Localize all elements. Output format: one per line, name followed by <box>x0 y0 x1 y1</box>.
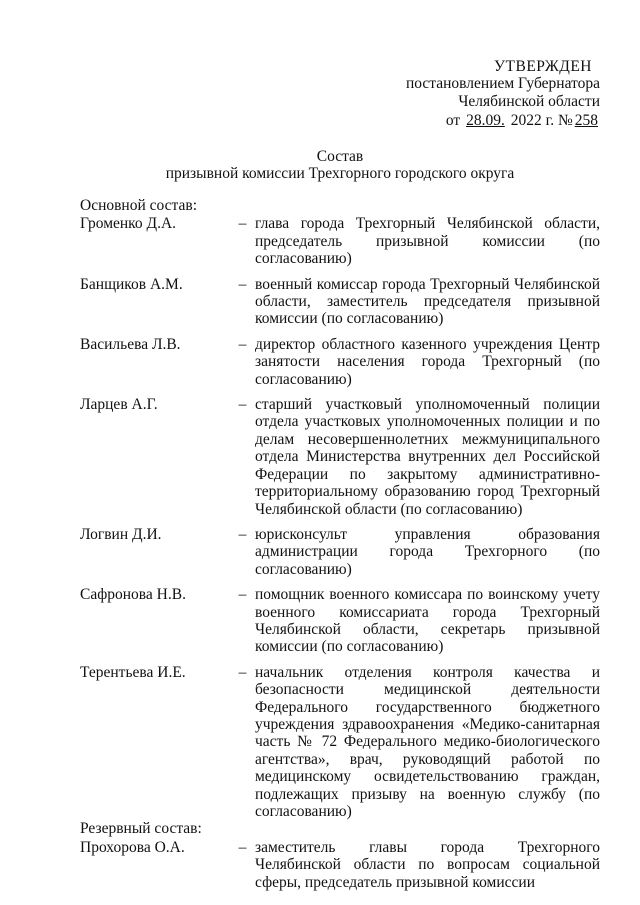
member-dash: – <box>238 396 247 414</box>
approval-heading: УТВЕРЖДЕН <box>494 58 592 75</box>
member-role: военный комиссар города Трехгорный Челябинской области, заместитель председателя призывной комиссии (по согласованию) <box>255 275 600 328</box>
member-row <box>80 526 600 578</box>
title-line-1: Состав <box>316 148 364 165</box>
member-row <box>80 586 600 656</box>
member-name: Ларцев А.Г. <box>80 396 158 414</box>
approval-line-2: Челябинской области <box>458 92 600 110</box>
member-row <box>80 839 600 891</box>
document-title <box>0 148 640 183</box>
member-role: директор областного казенного учреждения Центр занятости населения города Трехгорный (по согласованию) <box>255 335 600 388</box>
member-role: начальник отделения контроля качества и безопасности медицинской деятельности Федерального государственного бюджетного учреждения здравоохранения «Медико-санитарная часть № 72 Федерального медико-биологического агентства», врач, руководящий работой по медицинскому освидетельствованию граждан, подлежащих призыву на военную службу (по согласованию) <box>255 663 600 820</box>
member-name: Банщиков А.М. <box>80 275 183 293</box>
member-role: юрисконсульт управления образования администрации города Трехгорного (по согласованию) <box>255 525 600 578</box>
member-row <box>80 215 600 267</box>
commission-list <box>80 197 600 899</box>
member-row <box>80 664 600 821</box>
reserve-section-label: Резервный состав: <box>80 820 202 838</box>
member-name: Сафронова Н.В. <box>80 586 186 604</box>
member-role: помощник военного комиссара по воинскому учету военного комиссариата города Трехгорный Челябинской области, секретарь призывной комиссии (по согласованию) <box>255 586 600 656</box>
member-name: Прохорова О.А. <box>80 838 185 856</box>
main-section-label: Основной состав: <box>80 197 198 214</box>
title-line-2: призывной комиссии Трехгорного городского округа <box>165 165 515 183</box>
approval-date-line <box>370 112 600 129</box>
member-role: глава города Трехгорный Челябинской области, председатель призывной комиссии (по согласованию) <box>255 215 600 268</box>
member-dash: – <box>238 586 247 604</box>
member-name: Логвин Д.И. <box>80 525 162 543</box>
member-dash: – <box>238 838 247 856</box>
member-dash: – <box>238 663 247 681</box>
approval-line-1: постановлением Губернатора <box>405 75 600 93</box>
member-row <box>80 276 600 328</box>
member-name: Васильева Л.В. <box>80 335 181 353</box>
member-name: Громенко Д.А. <box>80 215 177 233</box>
year-suffix: 2022 г. № <box>510 112 573 130</box>
member-role: заместитель главы города Трехгорного Челябинской области по вопросам социальной сферы, председатель призывной комиссии <box>255 838 600 891</box>
member-name: Терентьева И.Е. <box>80 663 186 681</box>
member-dash: – <box>238 335 247 353</box>
member-role: старший участковый уполномоченный полиции отдела участковых уполномоченных полиции и по делам несовершеннолетних межмуниципального отдела Министерства внутренних дел Российской Федерации по закрытому административно-территориальному образованию город Трехгорный Челябинской области (по согласованию) <box>255 396 600 518</box>
member-dash: – <box>238 525 247 543</box>
member-dash: – <box>238 215 247 233</box>
member-dash: – <box>238 275 247 293</box>
approval-date: 28.09. <box>466 112 505 130</box>
approval-block <box>370 58 600 130</box>
member-row <box>80 396 600 518</box>
date-prefix: от <box>445 112 461 130</box>
member-row <box>80 336 600 388</box>
approval-number: 258 <box>574 112 598 130</box>
